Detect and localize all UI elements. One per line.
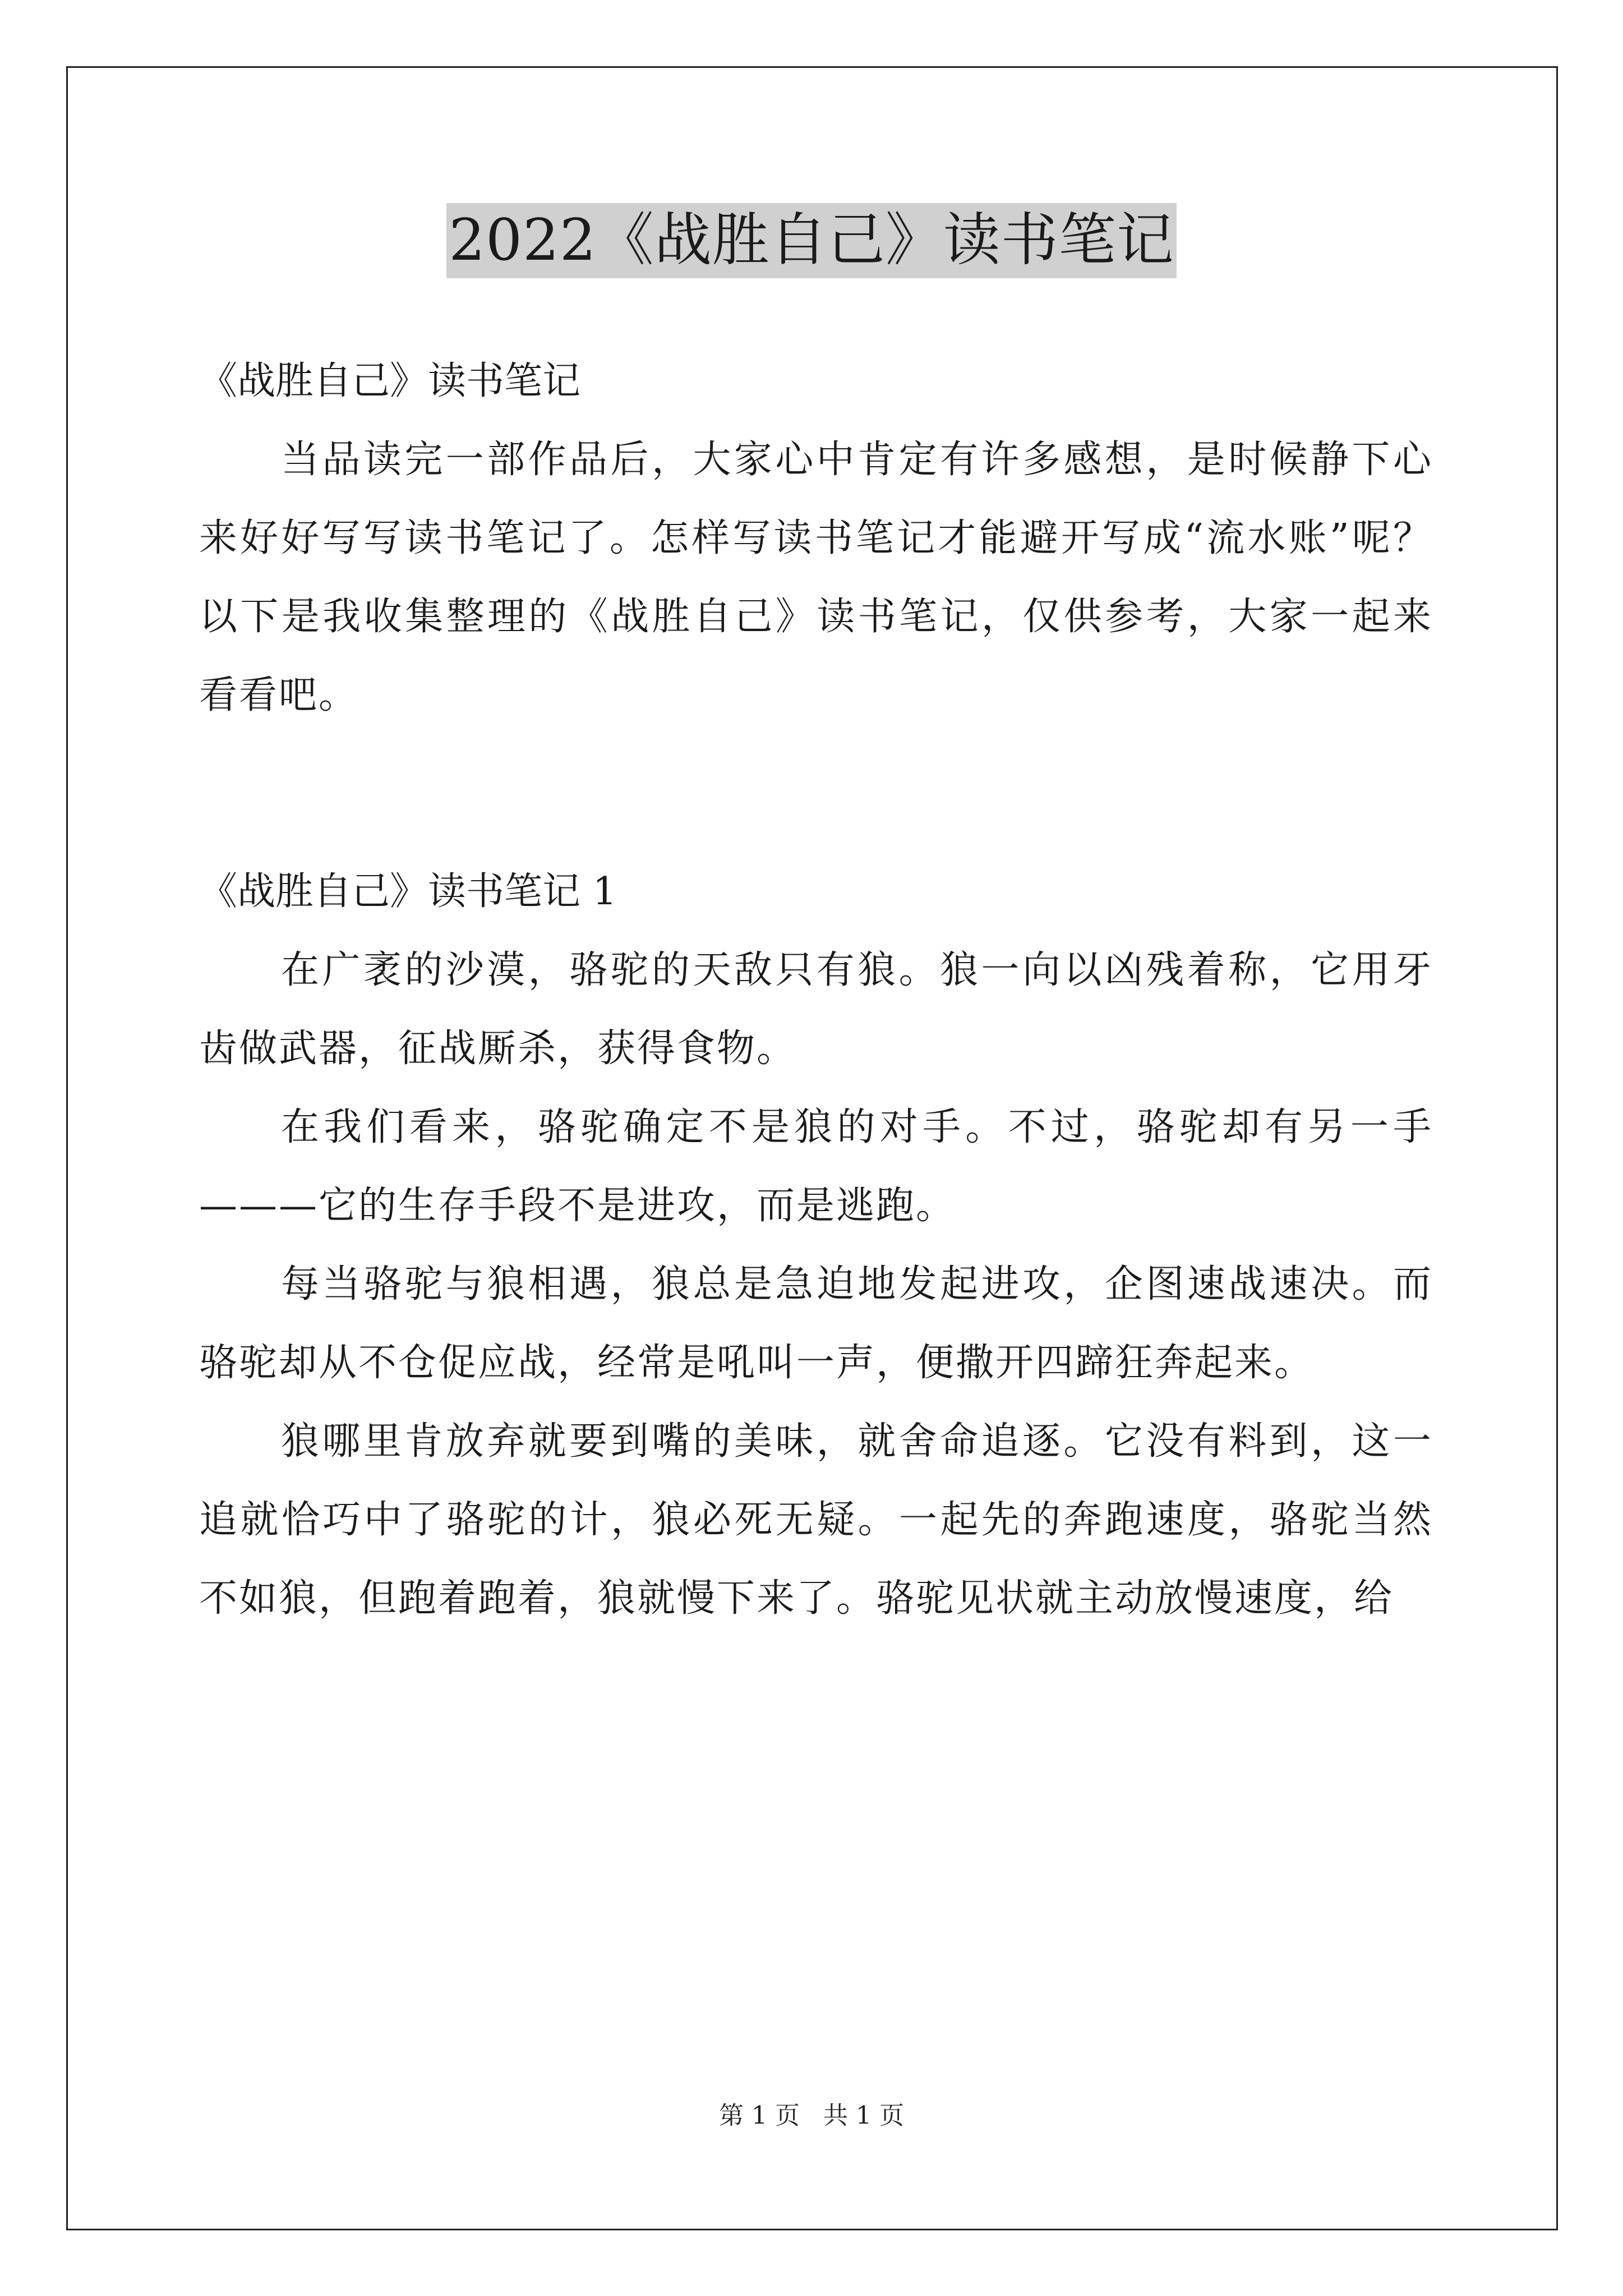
section-spacer <box>199 735 1433 853</box>
page-footer <box>0 2099 1623 2133</box>
paragraph: 在我们看来，骆驼确定不是狼的对手。不过，骆驼却有另一手———它的生存手段不是进攻，而是逃跑。 <box>199 1105 1433 1228</box>
title-container <box>0 203 1623 278</box>
paragraph: 每当骆驼与狼相遇，狼总是急迫地发起进攻，企图速战速决。而骆驼却从不仓促应战，经常是吼叫一声，便撒开四蹄狂奔起来。 <box>199 1262 1433 1385</box>
paragraph: 狼哪里肯放弃就要到嘴的美味，就舍命追逐。它没有料到，这一追就恰巧中了骆驼的计，狼必死无疑。一起先的奔跑速度，骆驼当然不如狼，但跑着跑着，狼就慢下来了。骆驼见状就主动放慢速度，给 <box>199 1419 1433 1621</box>
document-title: 2022《战胜自己》读书笔记 <box>446 203 1177 278</box>
document-body <box>199 342 1433 1638</box>
page-total: 共 1 页 <box>823 2101 904 2130</box>
section-heading: 《战胜自己》读书笔记 1 <box>199 869 617 914</box>
page-number: 第 1 页 <box>719 2101 800 2130</box>
paragraph: 在广袤的沙漠，骆驼的天敌只有狼。狼一向以凶残着称，它用牙齿做武器，征战厮杀，获得食物。 <box>199 948 1433 1071</box>
section-heading: 《战胜自己》读书笔记 <box>199 359 581 403</box>
paragraph: 当品读完一部作品后，大家心中肯定有许多感想，是时候静下心来好好写写读书笔记了。怎样写读书笔记才能避开写成“流水账”呢？以下是我收集整理的《战胜自己》读书笔记，仅供参考，大家一起来看看吧。 <box>199 438 1433 717</box>
